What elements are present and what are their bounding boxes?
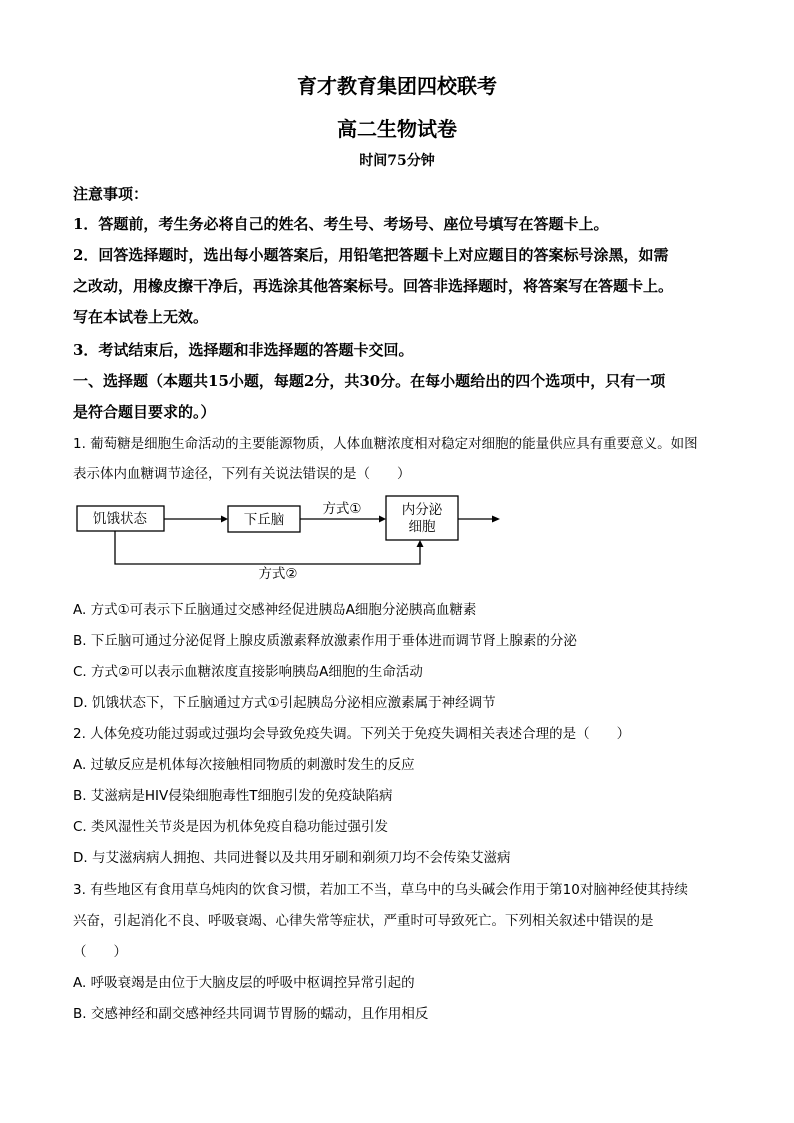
question-3-stem: 兴奋，引起消化不良、呼吸衰竭、心律失常等症状，严重时可导致死亡。下列相关叙述中错误的是	[73, 913, 654, 929]
section-heading: 一、选择题（本题共15小题，每题2分，共30分。在每小题给出的四个选项中，只有一项	[73, 372, 666, 390]
question-3-option-a: A. 呼吸衰竭是由位于大脑皮层的呼吸中枢调控异常引起的	[73, 975, 415, 991]
way-2-label: 方式②	[258, 566, 298, 582]
exam-subtitle: 高二生物试卷	[337, 117, 457, 141]
question-1-option-b: B. 下丘脑可通过分泌促肾上腺皮质激素释放激素作用于垂体进而调节肾上腺素的分泌	[73, 633, 577, 649]
endocrine-label: 细胞	[408, 519, 436, 535]
question-2-stem: 2. 人体免疫功能过弱或过强均会导致免疫失调。下列关于免疫失调相关表述合理的是（ ）	[73, 726, 631, 742]
notice-line: 3．考试结束后，选择题和非选择题的答题卡交回。	[73, 341, 414, 359]
glucose-regulation-diagram	[60, 490, 520, 585]
question-3-stem: 3. 有些地区有食用草乌炖肉的饮食习惯，若加工不当，草乌中的乌头碱会作用于第10对脑神经使其持续	[73, 882, 688, 898]
endocrine-label: 内分泌	[401, 502, 443, 518]
question-2-option-b: B. 艾滋病是HIV侵染细胞毒性T细胞引发的免疫缺陷病	[73, 788, 393, 804]
exam-time: 时间75分钟	[359, 153, 435, 169]
notice-line: 2．回答选择题时，选出每小题答案后，用铅笔把答题卡上对应题目的答案标号涂黑，如需	[73, 246, 669, 264]
way-1-label: 方式①	[322, 501, 362, 517]
notice-heading: 注意事项：	[73, 185, 149, 203]
notice-line: 之改动，用橡皮擦干净后，再选涂其他答案标号。回答非选择题时，将答案写在答题卡上。	[73, 277, 674, 295]
notice-line: 写在本试卷上无效。	[73, 308, 209, 326]
question-1-option-a: A. 方式①可表示下丘脑通过交感神经促进胰岛A细胞分泌胰高血糖素	[73, 602, 477, 618]
question-1-option-c: C. 方式②可以表示血糖浓度直接影响胰岛A细胞的生命活动	[73, 664, 423, 680]
question-1-stem: 1. 葡萄糖是细胞生命活动的主要能源物质，人体血糖浓度相对稳定对细胞的能量供应具有重要意义。如图	[73, 436, 698, 452]
question-2-option-a: A. 过敏反应是机体每次接触相同物质的刺激时发生的反应	[73, 757, 415, 773]
question-1-stem: 表示体内血糖调节途径，下列有关说法错误的是（ ）	[73, 466, 411, 482]
hunger-label: 饥饿状态	[93, 511, 147, 527]
notice-line: 1．答题前，考生务必将自己的姓名、考生号、考场号、座位号填写在答题卡上。	[73, 215, 609, 233]
question-3-option-b: B. 交感神经和副交感神经共同调节胃肠的蠕动，且作用相反	[73, 1006, 429, 1022]
question-2-option-d: D. 与艾滋病病人拥抱、共同进餐以及共用牙刷和剃须刀均不会传染艾滋病	[73, 850, 511, 866]
question-2-option-c: C. 类风湿性关节炎是因为机体免疫自稳功能过强引发	[73, 819, 389, 835]
question-1-option-d: D. 饥饿状态下，下丘脑通过方式①引起胰岛分泌相应激素属于神经调节	[73, 695, 496, 711]
hypothalamus-label: 下丘脑	[243, 512, 285, 528]
exam-title: 育才教育集团四校联考	[297, 74, 497, 98]
question-3-stem: （ ）	[73, 944, 127, 960]
section-heading: 是符合题目要求的。）	[73, 403, 216, 421]
